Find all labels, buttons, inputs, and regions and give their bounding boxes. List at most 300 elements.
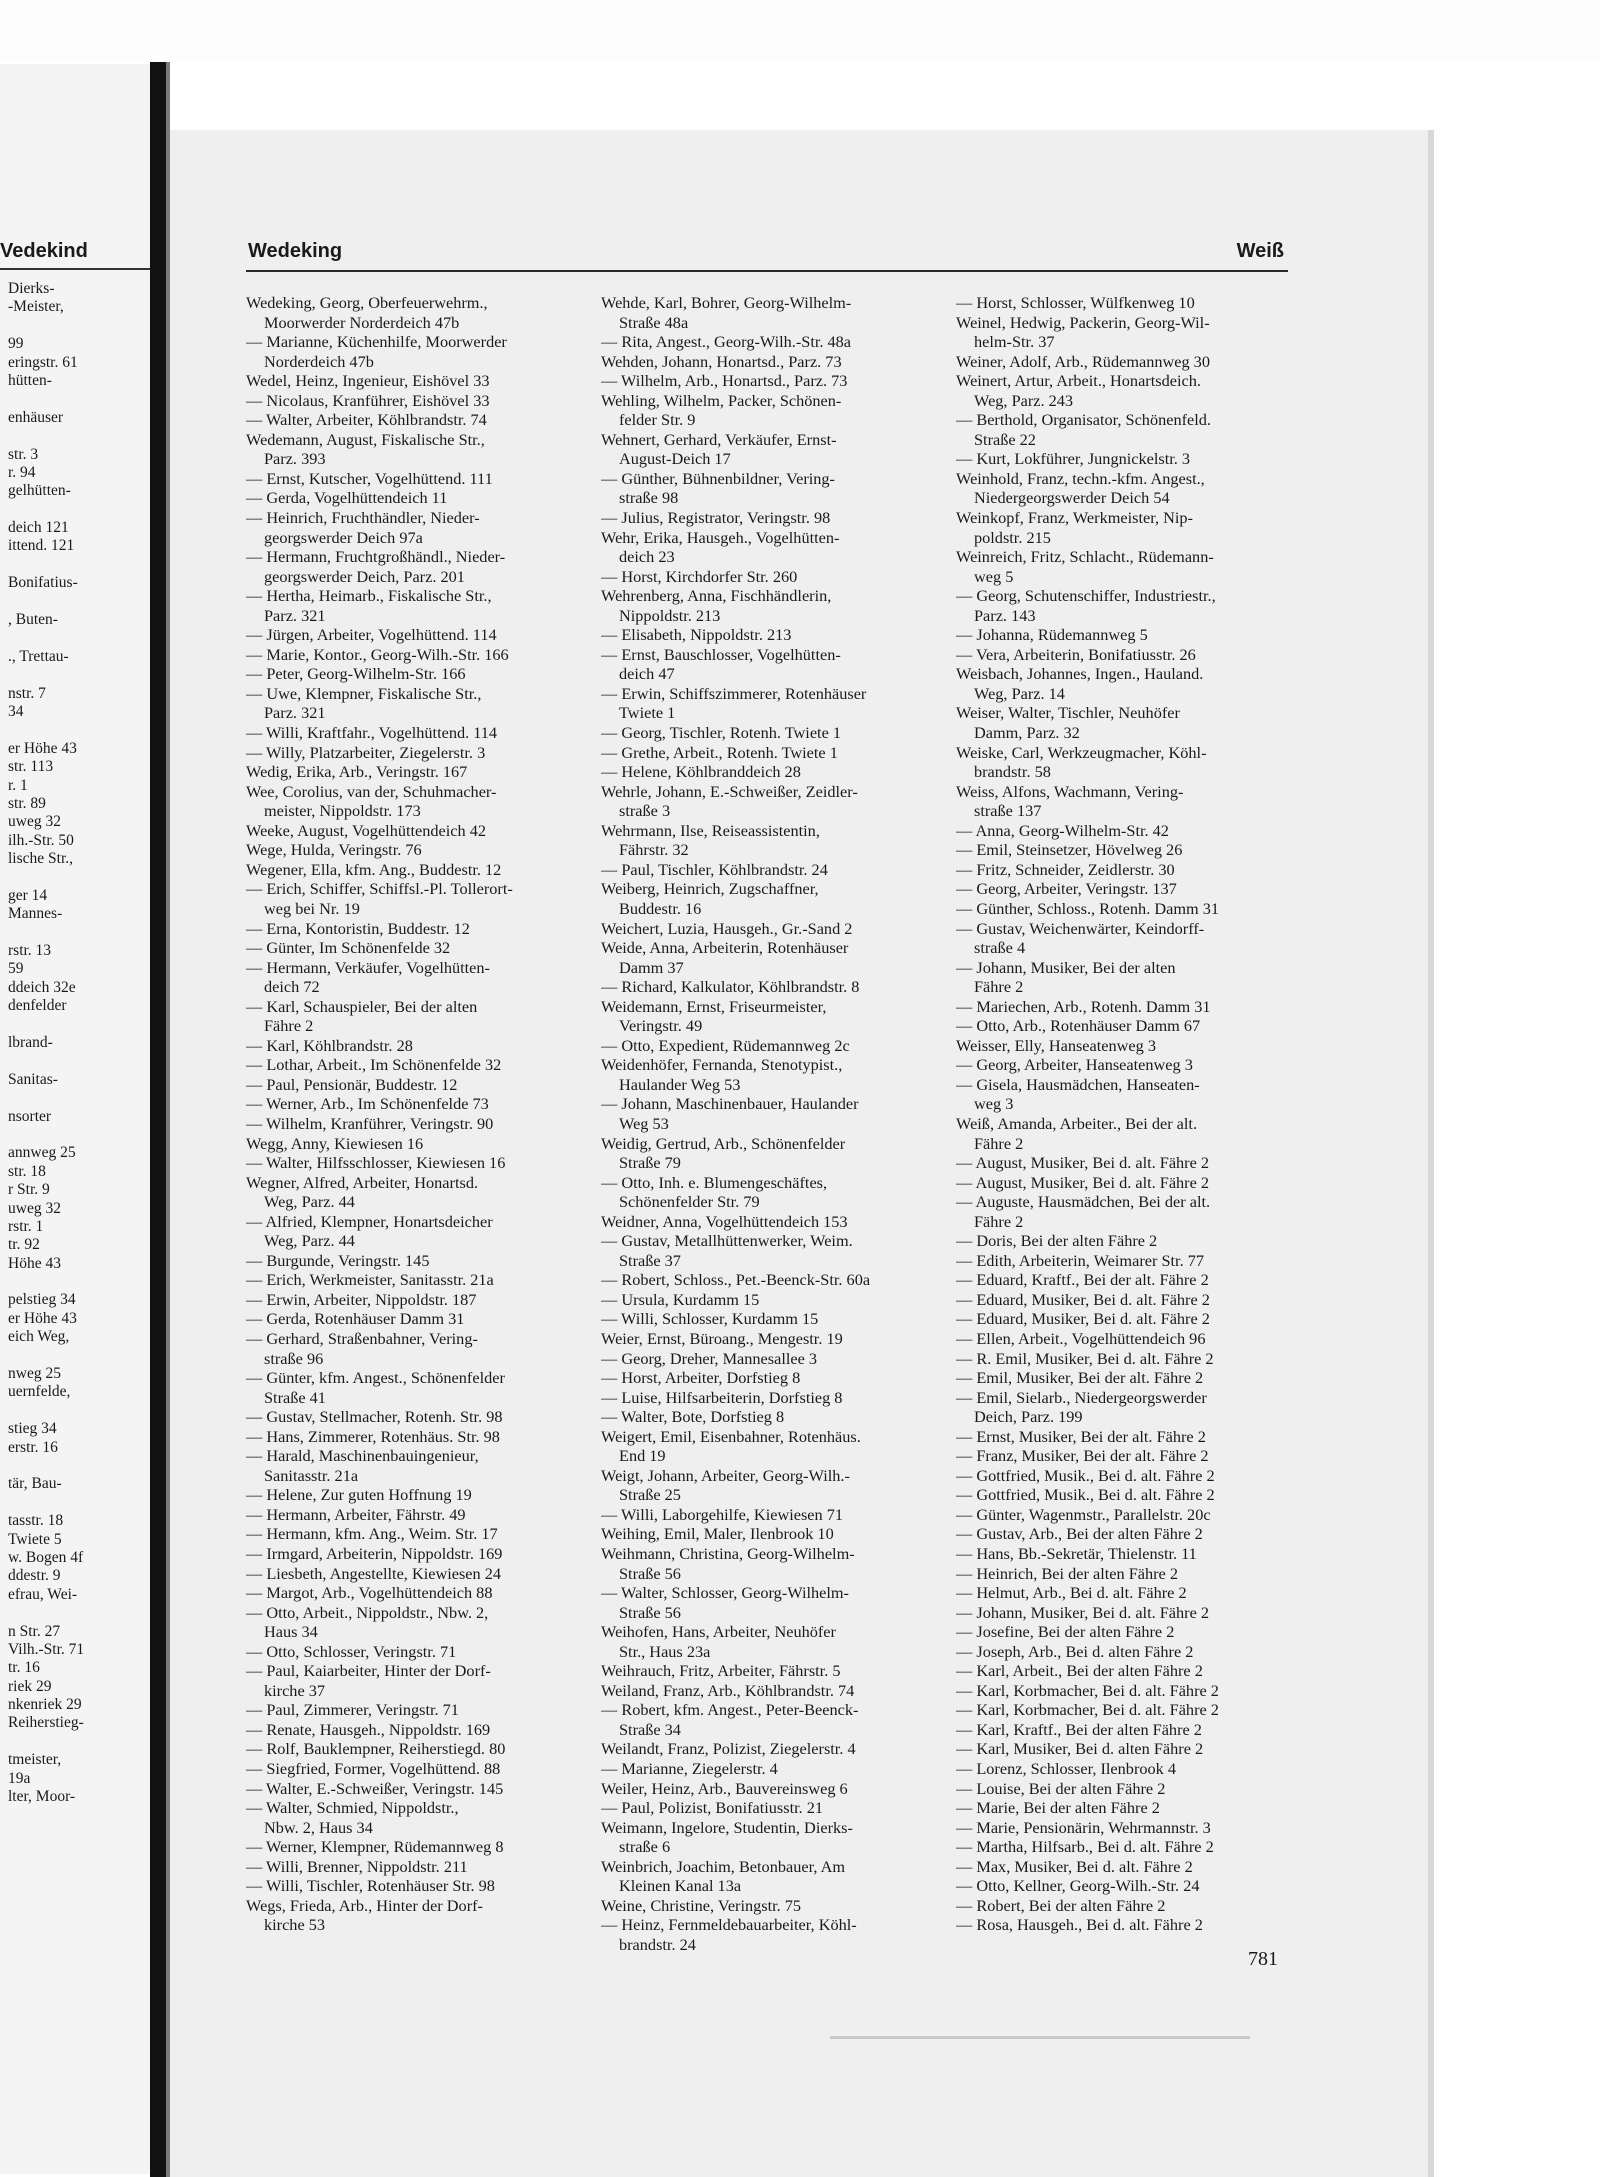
left-fragment-line xyxy=(8,721,84,739)
directory-entry: Wege, Hulda, Veringstr. 76 xyxy=(246,840,422,860)
header-rule xyxy=(246,270,1288,272)
entry-continuation: kirche 37 xyxy=(264,1680,326,1700)
directory-entry: — Lothar, Arbeit., Im Schönenfelde 32 xyxy=(246,1055,502,1075)
entry-continuation: Veringstr. 49 xyxy=(619,1016,703,1036)
entry-continuation: August-Deich 17 xyxy=(619,449,731,469)
directory-entry: Weiner, Adolf, Arb., Rüdemannweg 30 xyxy=(956,351,1210,371)
directory-entry: — Hermann, kfm. Ang., Weim. Str. 17 xyxy=(246,1524,498,1544)
directory-entry: — Wilhelm, Kranführer, Veringstr. 90 xyxy=(246,1113,494,1133)
left-fragment-line: 99 xyxy=(8,335,24,353)
left-fragment-line: tasstr. 18 xyxy=(8,1512,64,1530)
entry-continuation: Haus 34 xyxy=(264,1622,318,1642)
directory-entry: — Heinz, Fernmeldebauarbeiter, Köhl- xyxy=(601,1915,857,1935)
directory-entry: — Otto, Arbeit., Nippoldstr., Nbw. 2, xyxy=(246,1602,489,1622)
directory-entry: — Otto, Inh. e. Blumengeschäftes, xyxy=(601,1172,828,1192)
directory-entry: Weiser, Walter, Tischler, Neuhöfer xyxy=(956,703,1180,723)
directory-entry: — Marianne, Ziegelerstr. 4 xyxy=(601,1759,778,1779)
directory-entry: Weigt, Johann, Arbeiter, Georg-Wilh.- xyxy=(601,1465,850,1485)
left-fragment-line xyxy=(8,1494,84,1512)
directory-entry: — Mariechen, Arb., Rotenh. Damm 31 xyxy=(956,996,1211,1016)
directory-entry: — Gustav, Stellmacher, Rotenh. Str. 98 xyxy=(246,1407,503,1427)
entry-continuation: Straße 37 xyxy=(619,1250,681,1270)
entry-continuation: Straße 79 xyxy=(619,1153,681,1173)
entry-continuation: Fähre 2 xyxy=(974,977,1024,997)
directory-entry: — Georg, Schutenschiffer, Industriestr., xyxy=(956,586,1216,606)
entry-continuation: Straße 48a xyxy=(619,312,689,332)
directory-entry: — Gerda, Vogelhüttendeich 11 xyxy=(246,488,448,508)
left-fragment-line: Höhe 43 xyxy=(8,1254,61,1272)
directory-entry: Weiland, Franz, Arb., Köhlbrandstr. 74 xyxy=(601,1680,855,1700)
directory-entry: — Horst, Arbeiter, Dorfstieg 8 xyxy=(601,1368,801,1388)
directory-entry: — Eduard, Kraftf., Bei der alt. Fähre 2 xyxy=(956,1270,1209,1290)
entry-continuation: Damm, Parz. 32 xyxy=(974,723,1080,743)
left-fragment-line: Bonifatius- xyxy=(8,574,78,592)
directory-entry: Weinkopf, Franz, Werkmeister, Nip- xyxy=(956,508,1193,528)
directory-entry: — Johann, Musiker, Bei der alten xyxy=(956,957,1176,977)
directory-entry: Wehnert, Gerhard, Verkäufer, Ernst- xyxy=(601,429,837,449)
left-fragment-line: 19a xyxy=(8,1769,31,1787)
entry-continuation: meister, Nippoldstr. 173 xyxy=(264,801,421,821)
directory-entry: Weiske, Carl, Werkzeugmacher, Köhl- xyxy=(956,742,1207,762)
directory-entry: — August, Musiker, Bei d. alt. Fähre 2 xyxy=(956,1153,1210,1173)
directory-entry: Weihmann, Christina, Georg-Wilhelm- xyxy=(601,1544,855,1563)
directory-entry: — Jürgen, Arbeiter, Vogelhüttend. 114 xyxy=(246,625,497,645)
directory-entry: — Gustav, Metallhüttenwerker, Weim. xyxy=(601,1231,853,1251)
directory-entry: — Richard, Kalkulator, Köhlbrandstr. 8 xyxy=(601,977,860,997)
left-fragment-line: eich Weg, xyxy=(8,1328,70,1346)
left-fragment-line: efrau, Wei- xyxy=(8,1585,78,1603)
left-fragment-line xyxy=(8,593,84,611)
directory-entry: — Hermann, Verkäufer, Vogelhütten- xyxy=(246,957,490,977)
left-fragment-line: w. Bogen 4f xyxy=(8,1548,84,1566)
entry-continuation: Straße 22 xyxy=(974,429,1036,449)
directory-entry: — Marie, Bei der alten Fähre 2 xyxy=(956,1798,1160,1818)
directory-entry: — Gerhard, Straßenbahner, Vering- xyxy=(246,1328,478,1348)
directory-entry: — Gustav, Arb., Bei der alten Fähre 2 xyxy=(956,1524,1203,1544)
directory-entry: Wegener, Ella, kfm. Ang., Buddestr. 12 xyxy=(246,859,502,879)
entry-continuation: brandstr. 58 xyxy=(974,762,1051,782)
left-fragment-line xyxy=(8,1402,84,1420)
entry-continuation: helm-Str. 37 xyxy=(974,332,1055,352)
directory-entry: — Ernst, Kutscher, Vogelhüttend. 111 xyxy=(246,468,493,488)
directory-column-3 xyxy=(956,293,1292,1935)
running-head-right: Weiß xyxy=(1236,240,1284,262)
directory-entry: — Karl, Musiker, Bei d. alten Fähre 2 xyxy=(956,1739,1204,1759)
directory-entry: — Wilhelm, Arb., Honartsd., Parz. 73 xyxy=(601,371,848,391)
entry-continuation: Straße 56 xyxy=(619,1563,681,1583)
left-fragment-line: rstr. 1 xyxy=(8,1217,44,1235)
directory-entry: — Helene, Zur guten Hoffnung 19 xyxy=(246,1485,472,1505)
entry-continuation: Haulander Weg 53 xyxy=(619,1074,741,1094)
entry-continuation: deich 72 xyxy=(264,977,320,997)
directory-entry: Weimann, Ingelore, Studentin, Dierks- xyxy=(601,1817,853,1837)
directory-entry: Weidemann, Ernst, Friseurmeister, xyxy=(601,996,827,1016)
entry-continuation: Fähre 2 xyxy=(974,1133,1024,1153)
entry-continuation: Parz. 321 xyxy=(264,605,326,625)
directory-entry: — Robert, kfm. Angest., Peter-Beenck- xyxy=(601,1700,859,1720)
directory-entry: — Walter, E.-Schweißer, Veringstr. 145 xyxy=(246,1778,504,1798)
left-fragment-line: ittend. 121 xyxy=(8,537,75,555)
entry-continuation: Weg, Parz. 14 xyxy=(974,683,1065,703)
left-fragment-line: ilh.-Str. 50 xyxy=(8,831,74,849)
entry-continuation: Moorwerder Norderdeich 47b xyxy=(264,312,460,332)
left-fragment-line: Dierks- xyxy=(8,280,55,297)
directory-entry: Weichert, Luzia, Hausgeh., Gr.-Sand 2 xyxy=(601,918,853,938)
entry-continuation: Nbw. 2, Haus 34 xyxy=(264,1817,373,1837)
directory-entry: — Eduard, Musiker, Bei d. alt. Fähre 2 xyxy=(956,1309,1210,1329)
left-page-header: Vedekind xyxy=(0,240,88,262)
entry-continuation: weg 3 xyxy=(974,1094,1014,1114)
directory-entry: Wedemann, August, Fiskalische Str., xyxy=(246,429,485,449)
directory-entry: — Max, Musiker, Bei d. alt. Fähre 2 xyxy=(956,1856,1193,1876)
left-fragment-line: deich 121 xyxy=(8,519,69,537)
directory-entry: — Johann, Maschinenbauer, Haulander xyxy=(601,1094,859,1114)
entry-continuation: Weg, Parz. 44 xyxy=(264,1192,355,1212)
directory-entry: — Otto, Expedient, Rüdemannweg 2c xyxy=(601,1035,850,1055)
left-fragment-line: str. 3 xyxy=(8,445,39,463)
left-fragment-line: nstr. 7 xyxy=(8,684,46,702)
directory-entry: — Karl, Arbeit., Bei der alten Fähre 2 xyxy=(956,1661,1203,1681)
directory-entry: — Anna, Georg-Wilhelm-Str. 42 xyxy=(956,820,1169,840)
entry-continuation: brandstr. 24 xyxy=(619,1934,696,1954)
directory-entry: — Paul, Pensionär, Buddestr. 12 xyxy=(246,1074,458,1094)
left-fragment-line: er Höhe 43 xyxy=(8,1309,77,1327)
entry-continuation: Parz. 143 xyxy=(974,605,1036,625)
entry-continuation: Str., Haus 23a xyxy=(619,1641,711,1661)
directory-entry: Weeke, August, Vogelhüttendeich 42 xyxy=(246,820,487,840)
left-fragment-line: str. 18 xyxy=(8,1162,46,1180)
left-fragment-line xyxy=(8,1126,84,1144)
left-fragment-line: lter, Moor- xyxy=(8,1788,76,1806)
directory-entry: — Karl, Köhlbrandstr. 28 xyxy=(246,1035,413,1055)
directory-entry: — Irmgard, Arbeiterin, Nippoldstr. 169 xyxy=(246,1544,503,1563)
entry-continuation: Twiete 1 xyxy=(619,703,676,723)
left-fragment-line xyxy=(8,1733,84,1751)
directory-entry: Weisser, Elly, Hanseatenweg 3 xyxy=(956,1035,1156,1055)
directory-entry: Weiss, Alfons, Wachmann, Vering- xyxy=(956,781,1184,801)
left-fragment-line xyxy=(8,666,84,684)
directory-entry: — Willi, Tischler, Rotenhäuser Str. 98 xyxy=(246,1876,495,1896)
directory-entry: Weinert, Artur, Arbeit., Honartsdeich. xyxy=(956,371,1201,391)
left-fragment-line xyxy=(8,427,84,445)
directory-entry: — Liesbeth, Angestellte, Kiewiesen 24 xyxy=(246,1563,502,1583)
directory-entry: — Josefine, Bei der alten Fähre 2 xyxy=(956,1622,1175,1642)
directory-entry: — Werner, Arb., Im Schönenfelde 73 xyxy=(246,1094,489,1114)
directory-entry: Weinreich, Fritz, Schlacht., Rüdemann- xyxy=(956,547,1214,567)
directory-entry: Wegner, Alfred, Arbeiter, Honartsd. xyxy=(246,1172,479,1192)
left-fragment-line xyxy=(8,1347,84,1365)
left-page-lines xyxy=(8,280,84,1806)
left-fragment-line: gelhütten- xyxy=(8,482,71,500)
left-fragment-line: annweg 25 xyxy=(8,1144,76,1162)
directory-entry: — Erwin, Schiffszimmerer, Rotenhäuser xyxy=(601,683,867,703)
left-fragment-line xyxy=(8,869,84,887)
directory-entry: Weidner, Anna, Vogelhüttendeich 153 xyxy=(601,1211,848,1231)
left-fragment-line: ddestr. 9 xyxy=(8,1567,61,1585)
directory-entry: Weiler, Heinz, Arb., Bauvereinsweg 6 xyxy=(601,1778,848,1798)
left-header-rule xyxy=(0,268,150,270)
directory-entry: Wegs, Frieda, Arb., Hinter der Dorf- xyxy=(246,1895,483,1915)
left-fragment-line: -Meister, xyxy=(8,298,64,316)
entry-continuation: Straße 34 xyxy=(619,1719,681,1739)
directory-entry: — Peter, Georg-Wilhelm-Str. 166 xyxy=(246,664,466,684)
directory-entry: — Kurt, Lokführer, Jungnickelstr. 3 xyxy=(956,449,1191,469)
directory-entry: — Robert, Schloss., Pet.-Beenck-Str. 60a xyxy=(601,1270,871,1290)
left-fragment-line xyxy=(8,1273,84,1291)
directory-entry: Wegg, Anny, Kiewiesen 16 xyxy=(246,1133,424,1153)
left-fragment-line: nkenriek 29 xyxy=(8,1696,82,1714)
running-head-left: Wedeking xyxy=(248,240,343,262)
directory-entry: Wedig, Erika, Arb., Veringstr. 167 xyxy=(246,762,468,782)
left-fragment-line xyxy=(8,501,84,519)
entry-continuation: End 19 xyxy=(619,1446,666,1466)
left-fragment-line: stieg 34 xyxy=(8,1420,57,1438)
left-fragment-line xyxy=(8,1016,84,1034)
left-fragment-line xyxy=(8,390,84,408)
directory-entry: — Otto, Kellner, Georg-Wilh.-Str. 24 xyxy=(956,1876,1200,1896)
entry-continuation: weg 5 xyxy=(974,566,1014,586)
left-fragment-line: enhäuser xyxy=(8,408,64,426)
directory-entry: — Willy, Platzarbeiter, Ziegelerstr. 3 xyxy=(246,742,486,762)
entry-continuation: Deich, Parz. 199 xyxy=(974,1407,1083,1427)
directory-entry: Weinel, Hedwig, Packerin, Georg-Wil- xyxy=(956,312,1210,332)
directory-entry: — Robert, Bei der alten Fähre 2 xyxy=(956,1895,1166,1915)
directory-entry: Weinhold, Franz, techn.-kfm. Angest., xyxy=(956,468,1205,488)
directory-entry: — Lorenz, Schlosser, Ilenbrook 4 xyxy=(956,1759,1176,1779)
directory-entry: — Günther, Schloss., Rotenh. Damm 31 xyxy=(956,898,1219,918)
directory-entry: Wehden, Johann, Honartsd., Parz. 73 xyxy=(601,351,842,371)
directory-entry: Weide, Anna, Arbeiterin, Rotenhäuser xyxy=(601,938,849,958)
entry-continuation: deich 23 xyxy=(619,547,675,567)
directory-entry: — Berthold, Organisator, Schönenfeld. xyxy=(956,410,1211,430)
directory-entry: — Erwin, Arbeiter, Nippoldstr. 187 xyxy=(246,1289,477,1309)
entry-continuation: straße 98 xyxy=(619,488,679,508)
directory-entry: — Hermann, Arbeiter, Fährstr. 49 xyxy=(246,1504,466,1524)
directory-entry: Wehrle, Johann, E.-Schweißer, Zeidler- xyxy=(601,781,858,801)
directory-entry: — Ellen, Arbeit., Vogelhüttendeich 96 xyxy=(956,1328,1206,1348)
directory-entry: — Grethe, Arbeit., Rotenh. Twiete 1 xyxy=(601,742,838,762)
directory-entry: — Hermann, Fruchtgroßhändl., Nieder- xyxy=(246,547,506,567)
left-fragment-line: nsorter xyxy=(8,1107,52,1125)
page-edge xyxy=(1428,130,1434,2177)
left-fragment-line: Sanitas- xyxy=(8,1070,58,1088)
directory-entry: — Otto, Arb., Rotenhäuser Damm 67 xyxy=(956,1016,1201,1036)
directory-entry: — Otto, Schlosser, Veringstr. 71 xyxy=(246,1641,457,1661)
directory-entry: — Gottfried, Musik., Bei d. alt. Fähre 2 xyxy=(956,1465,1215,1485)
entry-continuation: straße 4 xyxy=(974,938,1026,958)
left-fragment-line xyxy=(8,1052,84,1070)
entry-continuation: Parz. 321 xyxy=(264,703,326,723)
left-fragment-line: 34 xyxy=(8,702,24,720)
directory-entry: — Walter, Bote, Dorfstieg 8 xyxy=(601,1407,785,1427)
entry-continuation: Nippoldstr. 213 xyxy=(619,605,721,625)
directory-entry: — Günter, Im Schönenfelde 32 xyxy=(246,938,451,958)
entry-continuation: weg bei Nr. 19 xyxy=(264,898,360,918)
entry-continuation: Weg, Parz. 243 xyxy=(974,390,1074,410)
left-fragment-line xyxy=(8,1604,84,1622)
directory-entry: — Paul, Kaiarbeiter, Hinter der Dorf- xyxy=(246,1661,491,1681)
entry-continuation: straße 3 xyxy=(619,801,671,821)
directory-entry: — Paul, Zimmerer, Veringstr. 71 xyxy=(246,1700,459,1720)
directory-entry: — Siegfried, Former, Vogelhüttend. 88 xyxy=(246,1759,501,1779)
directory-entry: Wee, Corolius, van der, Schuhmacher- xyxy=(246,781,497,801)
directory-entry: — Nicolaus, Kranführer, Eishövel 33 xyxy=(246,390,490,410)
directory-entry: — Luise, Hilfsarbeiterin, Dorfstieg 8 xyxy=(601,1387,843,1407)
directory-entry: — Gerda, Rotenhäuser Damm 31 xyxy=(246,1309,465,1329)
directory-entry: — Günter, kfm. Angest., Schönenfelder xyxy=(246,1368,505,1388)
left-fragment-line xyxy=(8,629,84,647)
directory-entry: — Erich, Werkmeister, Sanitasstr. 21a xyxy=(246,1270,494,1290)
directory-entry: — Georg, Arbeiter, Hanseatenweg 3 xyxy=(956,1055,1193,1075)
left-page-fragment xyxy=(0,64,155,2174)
directory-entry: — Walter, Hilfsschlosser, Kiewiesen 16 xyxy=(246,1153,506,1173)
entry-continuation: poldstr. 215 xyxy=(974,527,1051,547)
directory-entry: — Heinrich, Fruchthändler, Nieder- xyxy=(246,508,480,528)
directory-entry: — Georg, Dreher, Mannesallee 3 xyxy=(601,1348,818,1368)
directory-entry: Wehling, Wilhelm, Packer, Schönen- xyxy=(601,390,842,410)
book-binding xyxy=(150,62,166,2177)
directory-entry: Wedeking, Georg, Oberfeuerwehrm., xyxy=(246,293,488,312)
directory-entry: — Karl, Korbmacher, Bei d. alt. Fähre 2 xyxy=(956,1680,1219,1700)
directory-entry: Weiß, Amanda, Arbeiter., Bei der alt. xyxy=(956,1113,1198,1133)
directory-entry: — Helene, Köhlbranddeich 28 xyxy=(601,762,801,782)
left-fragment-line xyxy=(8,1089,84,1107)
entry-continuation: Parz. 393 xyxy=(264,449,326,469)
directory-entry: — Günter, Wagenmstr., Parallelstr. 20c xyxy=(956,1504,1211,1524)
directory-entry: — Vera, Arbeiterin, Bonifatiusstr. 26 xyxy=(956,644,1196,664)
entry-continuation: Damm 37 xyxy=(619,957,684,977)
directory-entry: — Johanna, Rüdemannweg 5 xyxy=(956,625,1148,645)
directory-entry: — Alfried, Klempner, Honartsdeicher xyxy=(246,1211,493,1231)
directory-entry: Wehr, Erika, Hausgeh., Vogelhütten- xyxy=(601,527,840,547)
directory-entry: — Marianne, Küchenhilfe, Moorwerder xyxy=(246,332,507,352)
directory-entry: — Willi, Kraftfahr., Vogelhüttend. 114 xyxy=(246,723,498,743)
left-fragment-line: nweg 25 xyxy=(8,1365,61,1383)
directory-entry: — Rita, Angest., Georg-Wilh.-Str. 48a xyxy=(601,332,852,352)
directory-entry: — Louise, Bei der alten Fähre 2 xyxy=(956,1778,1166,1798)
directory-entry: — Günther, Bühnenbildner, Vering- xyxy=(601,468,835,488)
entry-continuation: felder Str. 9 xyxy=(619,410,696,430)
directory-entry: — Hertha, Heimarb., Fiskalische Str., xyxy=(246,586,492,606)
directory-entry: — Edith, Arbeiterin, Weimarer Str. 77 xyxy=(956,1250,1204,1270)
entry-continuation: Norderdeich 47b xyxy=(264,351,374,371)
left-fragment-line: 59 xyxy=(8,960,24,978)
left-fragment-line xyxy=(8,317,84,335)
directory-entry: — Emil, Sielarb., Niedergeorgswerder xyxy=(956,1387,1207,1407)
directory-entry: — Horst, Kirchdorfer Str. 260 xyxy=(601,566,798,586)
directory-entry: — August, Musiker, Bei d. alt. Fähre 2 xyxy=(956,1172,1210,1192)
directory-entry: — Johann, Musiker, Bei d. alt. Fähre 2 xyxy=(956,1602,1210,1622)
left-fragment-line xyxy=(8,1457,84,1475)
left-fragment-line: str. 113 xyxy=(8,758,54,776)
entry-continuation: straße 6 xyxy=(619,1837,671,1857)
directory-entry: Weier, Ernst, Büroang., Mengestr. 19 xyxy=(601,1328,843,1348)
directory-entry: — Harald, Maschinenbauingenieur, xyxy=(246,1446,479,1466)
directory-entry: — Marie, Pensionärin, Wehrmannstr. 3 xyxy=(956,1817,1211,1837)
directory-entry: — Emil, Musiker, Bei der alt. Fähre 2 xyxy=(956,1368,1204,1388)
directory-entry: Weidenhöfer, Fernanda, Stenotypist., xyxy=(601,1055,843,1075)
left-fragment-line: uweg 32 xyxy=(8,813,61,831)
entry-continuation: Fährstr. 32 xyxy=(619,840,689,860)
entry-continuation: Kleinen Kanal 13a xyxy=(619,1876,742,1896)
left-fragment-line: r. 1 xyxy=(8,776,28,794)
left-fragment-line xyxy=(8,556,84,574)
directory-entry: Wehrmann, Ilse, Reiseassistentin, xyxy=(601,820,820,840)
left-fragment-line: Reiherstieg- xyxy=(8,1714,84,1732)
directory-entry: — Renate, Hausgeh., Nippoldstr. 169 xyxy=(246,1719,491,1739)
entry-continuation: Straße 41 xyxy=(264,1387,326,1407)
left-fragment-line: n Str. 27 xyxy=(8,1622,61,1640)
directory-entry: — Doris, Bei der alten Fähre 2 xyxy=(956,1231,1158,1251)
left-fragment-line: tmeister, xyxy=(8,1751,62,1769)
left-fragment-line: tr. 16 xyxy=(8,1659,40,1677)
directory-entry: — Willi, Laborgehilfe, Kiewiesen 71 xyxy=(601,1504,844,1524)
left-fragment-line: ger 14 xyxy=(8,886,48,904)
directory-entry: — Heinrich, Bei der alten Fähre 2 xyxy=(956,1563,1178,1583)
left-fragment-line: pelstieg 34 xyxy=(8,1291,76,1309)
entry-continuation: kirche 53 xyxy=(264,1915,326,1935)
directory-entry: Wehrenberg, Anna, Fischhändlerin, xyxy=(601,586,832,606)
directory-entry: — Karl, Kraftf., Bei der alten Fähre 2 xyxy=(956,1719,1202,1739)
left-fragment-line xyxy=(8,924,84,942)
directory-entry: — Gustav, Weichenwärter, Keindorff- xyxy=(956,918,1205,938)
directory-entry: — Emil, Steinsetzer, Hövelweg 26 xyxy=(956,840,1183,860)
directory-entry: — Georg, Arbeiter, Veringstr. 137 xyxy=(956,879,1177,899)
directory-entry: — Ursula, Kurdamm 15 xyxy=(601,1289,760,1309)
directory-entry: Weiberg, Heinrich, Zugschaffner, xyxy=(601,879,819,899)
left-fragment-line: er Höhe 43 xyxy=(8,739,77,757)
entry-continuation: straße 137 xyxy=(974,801,1042,821)
directory-entry: — Paul, Tischler, Köhlbrandstr. 24 xyxy=(601,859,828,879)
directory-entry: Weidig, Gertrud, Arb., Schönenfelder xyxy=(601,1133,846,1153)
left-fragment-line: uweg 32 xyxy=(8,1199,61,1217)
directory-entry: — Joseph, Arb., Bei d. alten Fähre 2 xyxy=(956,1641,1194,1661)
directory-entry: Weihrauch, Fritz, Arbeiter, Fährstr. 5 xyxy=(601,1661,841,1681)
directory-entry: — Franz, Musiker, Bei der alt. Fähre 2 xyxy=(956,1446,1209,1466)
left-fragment-line: erstr. 16 xyxy=(8,1438,58,1456)
left-fragment-line: ddeich 32e xyxy=(8,978,76,996)
left-fragment-line: Twiete 5 xyxy=(8,1530,62,1548)
directory-entry: — Rosa, Hausgeh., Bei d. alt. Fähre 2 xyxy=(956,1915,1203,1935)
directory-entry: — Auguste, Hausmädchen, Bei der alt. xyxy=(956,1192,1211,1212)
entry-continuation: Weg 53 xyxy=(619,1113,669,1133)
left-fragment-line: lische Str., xyxy=(8,850,74,868)
directory-entry: — Margot, Arb., Vogelhüttendeich 88 xyxy=(246,1583,493,1603)
directory-entry: — Burgunde, Veringstr. 145 xyxy=(246,1250,430,1270)
directory-entry: Weihofen, Hans, Arbeiter, Neuhöfer xyxy=(601,1622,836,1642)
directory-entry: — Eduard, Musiker, Bei d. alt. Fähre 2 xyxy=(956,1289,1210,1309)
directory-entry: — Walter, Arbeiter, Köhlbrandstr. 74 xyxy=(246,410,487,430)
left-fragment-line: tr. 92 xyxy=(8,1236,40,1254)
page-number: 781 xyxy=(1248,1948,1278,1970)
directory-entry: — Karl, Korbmacher, Bei d. alt. Fähre 2 xyxy=(956,1700,1219,1720)
directory-entry: Weine, Christine, Veringstr. 75 xyxy=(601,1895,802,1915)
directory-entry: Weisbach, Johannes, Ingen., Hauland. xyxy=(956,664,1204,684)
directory-entry: Wedel, Heinz, Ingenieur, Eishövel 33 xyxy=(246,371,490,391)
left-fragment-line: hütten- xyxy=(8,371,52,389)
directory-entry: — Julius, Registrator, Veringstr. 98 xyxy=(601,508,831,528)
directory-entry: — Gottfried, Musik., Bei d. alt. Fähre 2 xyxy=(956,1485,1215,1505)
entry-continuation: Straße 56 xyxy=(619,1602,681,1622)
left-fragment-line: , Buten- xyxy=(8,611,58,629)
left-fragment-line: Mannes- xyxy=(8,905,63,923)
directory-entry: — Gisela, Hausmädchen, Hanseaten- xyxy=(956,1074,1200,1094)
directory-entry: — Ernst, Bauschlosser, Vogelhütten- xyxy=(601,644,841,664)
directory-entry: — Hans, Bb.-Sekretär, Thielenstr. 11 xyxy=(956,1544,1197,1563)
directory-entry: — Elisabeth, Nippoldstr. 213 xyxy=(601,625,792,645)
entry-continuation: georgswerder Deich, Parz. 201 xyxy=(264,566,465,586)
scan-background xyxy=(0,0,1600,62)
